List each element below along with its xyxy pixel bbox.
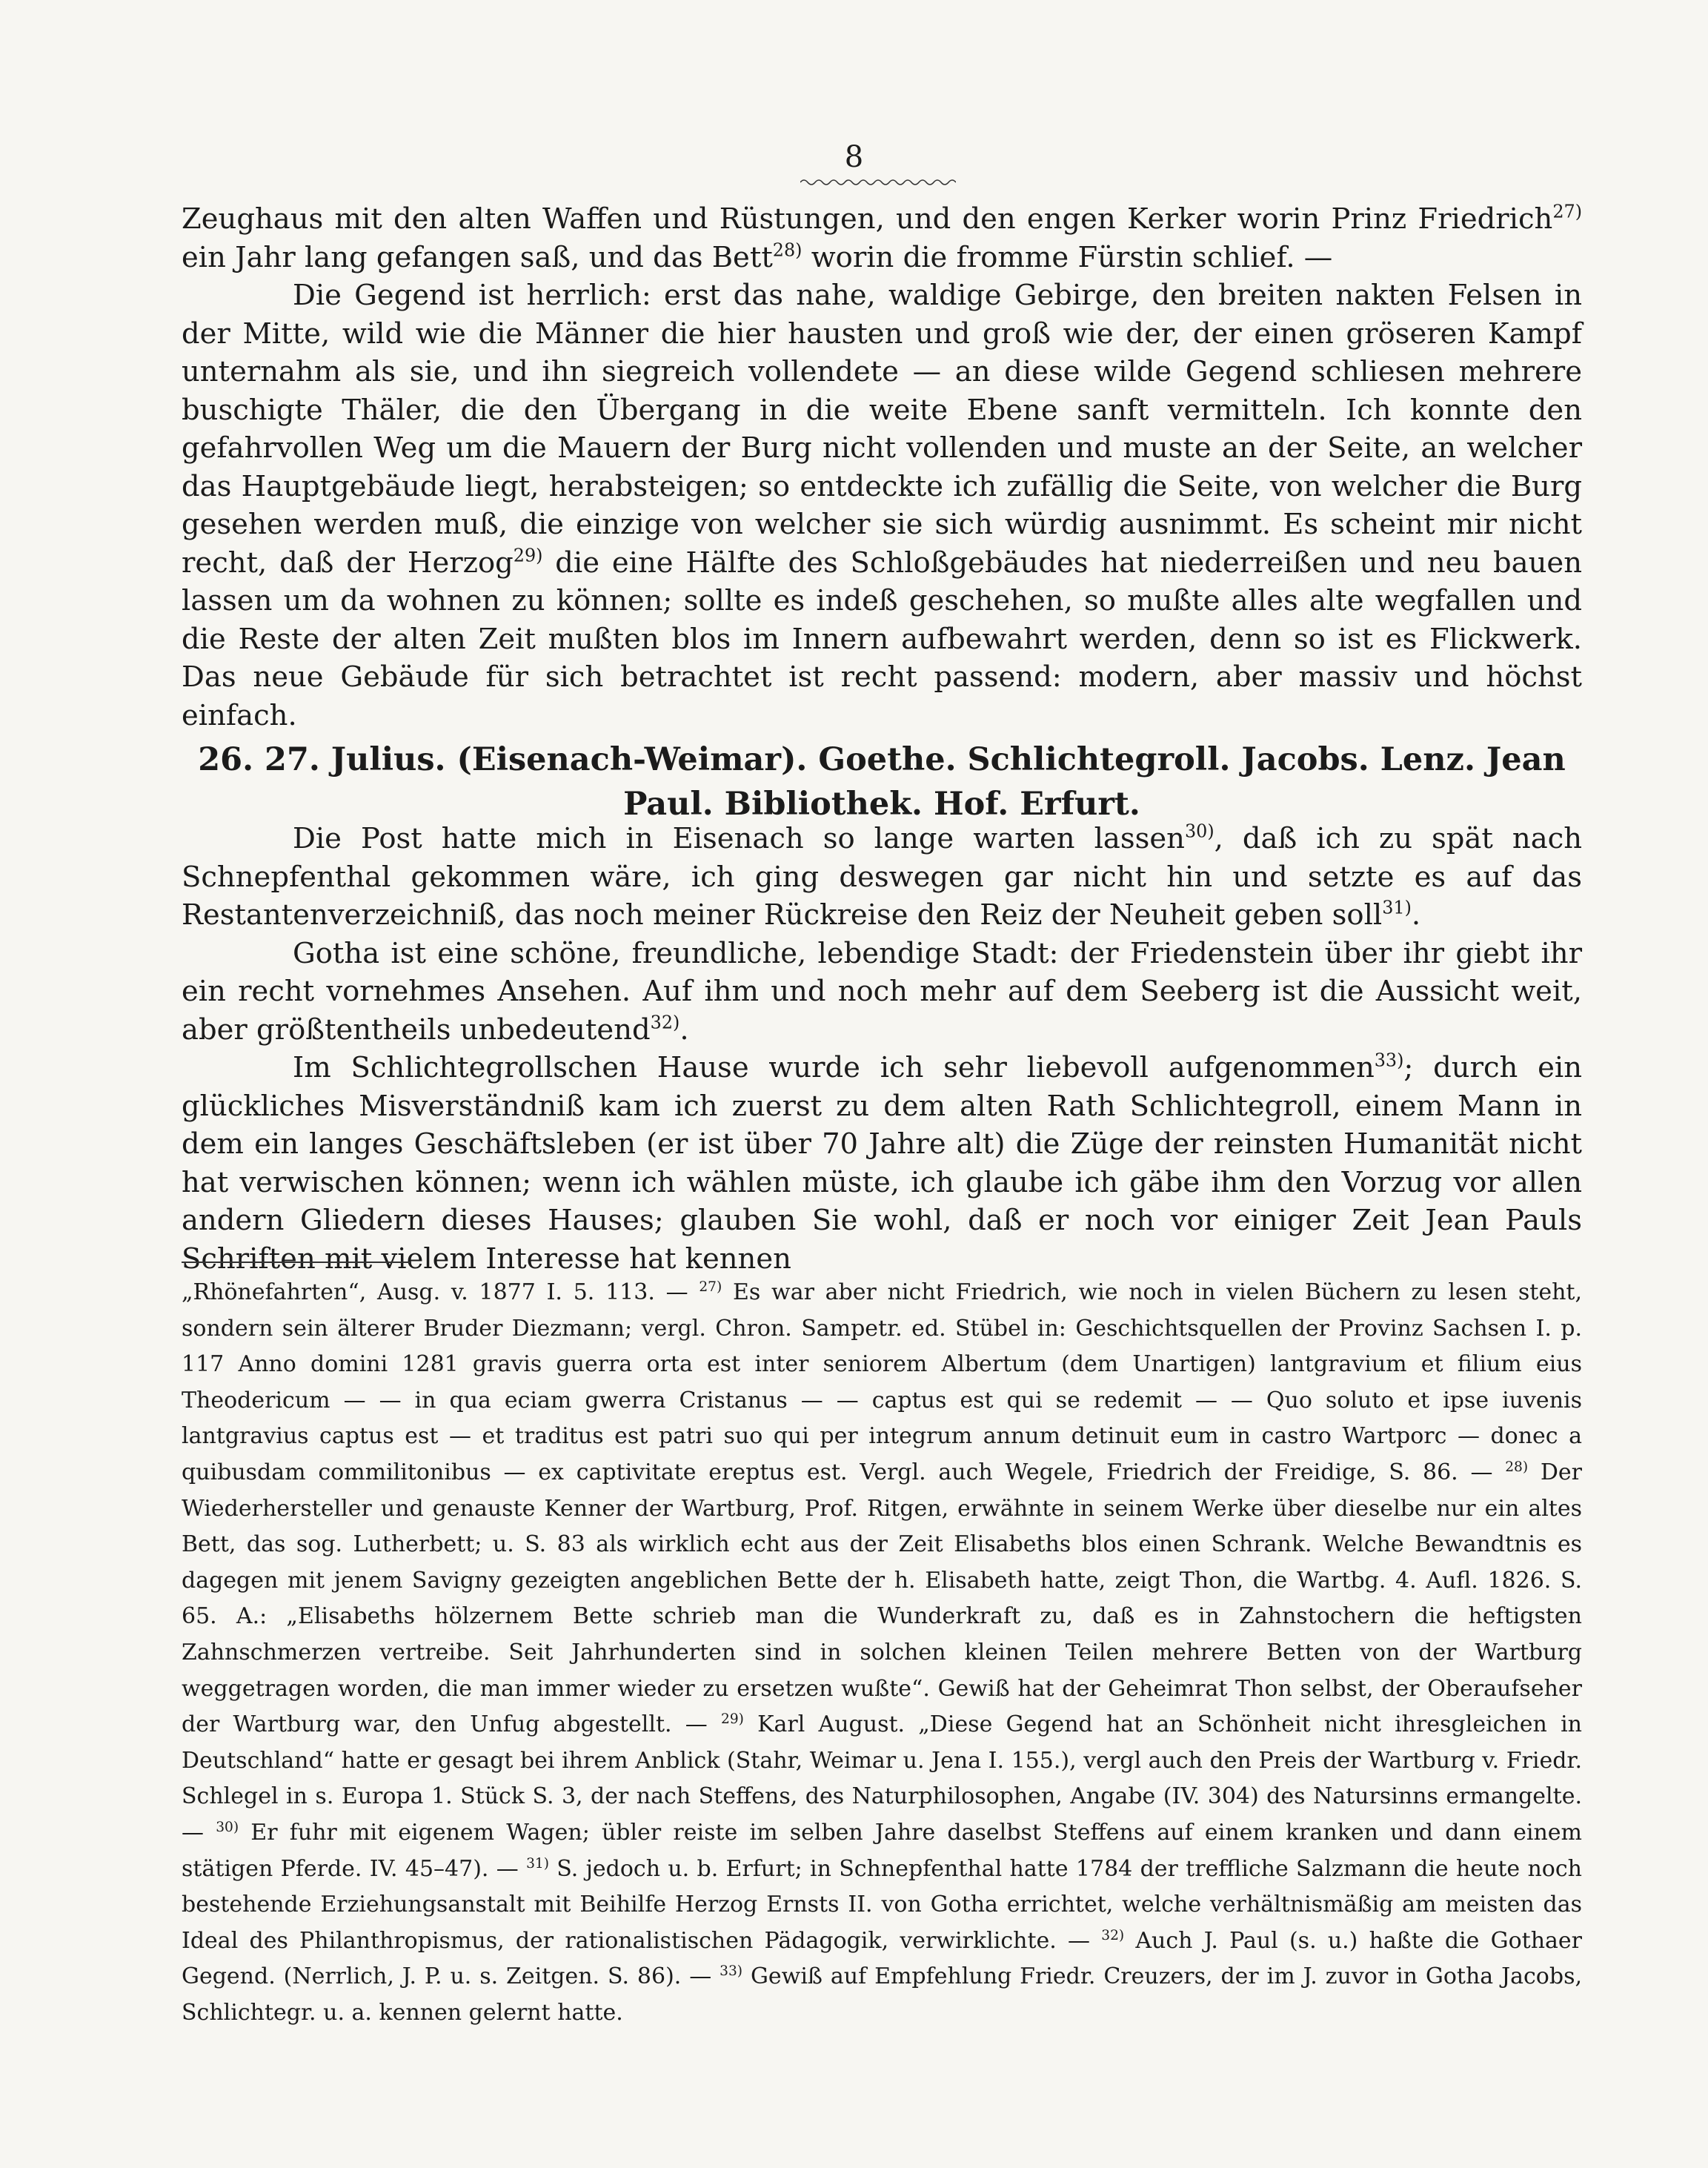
wavy-rule-ornament xyxy=(800,178,956,187)
footnote-marker: 27) xyxy=(1552,201,1582,222)
footnote-marker: 28) xyxy=(772,239,803,261)
paragraph: Im Schlichtegrollschen Hause wurde ich sehr liebevoll aufgenommen$^{33)}$; durch ein glückliches Misverständniß kam ich zuerst zu dem alten Rath Schlichtegroll, einem Mann in dem ein langes Geschäftsleben (er ist über 70 Jahre alt) die Züge der reinsten Humanität nicht hat verwischen können; wenn ich wählen müste, ich glaube ich gäbe ihm den Vorzug vor allen andern Gliedern dieses Hauses; glauben Sie wohl, daß er noch vor einiger Zeit Jean Pauls Schriften mit vielem Interesse hat kennen xyxy=(182,1050,1582,1276)
footnotes: „Rhönefahrten“, Ausg. v. 1877 I. 5. 113. — $^{27)}$ Es war aber nicht Friedrich, wie noch in vielen Büchern zu lesen steht, sondern sein älterer Bruder Diezmann; vergl. Chron. Sampetr. ed. Stübel in: Geschichtsquellen der Provinz Sachsen I. p. 117 Anno domini 1281 gravis guerra orta est inter seniorem Albertum (dem Unartigen) lantgravium et filium eius Theodericum — — in qua eciam gwerra Cristanus — — captus est qui se redemit — — Quo soluto et ipse iuvenis lantgravius captus est — et traditus est patri suo qui per integrum annum detinuit eum in castro Wartporc — donec a quibusdam commilitonibus — ex captivitate ereptus est. Vergl. auch Wegele, Friedrich der Freidige, S. 86. — $^{28)}$ Der Wiederhersteller und genauste Kenner der Wartburg, Prof. Ritgen, erwähnte in seinem Werke über dieselbe nur ein altes Bett, das sog. Lutherbett; u. S. 83 als wirklich echt aus der Zeit Elisabeths blos einen Schrank. Welche Bewandtnis es dagegen mit jenem Savigny gezeigten angeblichen Bette der h. Elisabeth hatte, zeigt Thon, die Wartbg. 4. Aufl. 1826. S. 65. A.: „Elisabeths hölzernem Bette schrieb man die Wunderkraft zu, daß es in Zahnstochern die heftigsten Zahnschmerzen vertreibe. Seit Jahrhunderten sind in solchen kleinen Teilen mehrere Betten von der Wartburg weggetragen worden, die man immer wieder zu ersetzen wußte“. Gewiß hat der Geheimrat Thon selbst, der Oberaufseher der Wartburg war, den Unfug abgestellt. — $^{29)}$ Karl August. „Diese Gegend hat an Schönheit nicht ihresgleichen in Deutschland“ hatte er gesagt bei ihrem Anblick (Stahr, Weimar u. Jena I. 155.), vergl auch den Preis der Wartburg v. Friedr. Schlegel in s. Europa 1. Stück S. 3, der nach Steffens, des Naturphilosophen, Angabe (IV. 304) des Natursinns ermangelte. — $^{30)}$ Er fuhr mit eigenem Wagen; übler reiste im selben Jahre daselbst Steffens auf einem kranken und dann einem stätigen Pferde. IV. 45–47). — $^{31)}$ S. jedoch u. b. Erfurt; in Schnepfenthal hatte 1784 der treffliche Salzmann die heute noch bestehende Erziehungsanstalt mit Beihilfe Herzog Ernsts II. von Gotha errichtet, welche verhältnismäßig am meisten das Ideal des Philanthropismus, der rationalistischen Pädagogik, verwirklichte. — $^{32)}$ Auch J. Paul (s. u.) haßte die Gothaer Gegend. (Nerrlich, J. P. u. s. Zeitgen. S. 86). — $^{33)}$ Gewiß auf Empfehlung Friedr. Creuzers, der im J. zuvor in Gotha Jacobs, Schlichtegr. u. a. kennen gelernt hatte. xyxy=(182,1279,1583,2026)
paragraph: Die Gegend ist herrlich: erst das nahe, waldige Gebirge, den breiten nakten Felsen in der Mitte, wild wie die Männer die hier hausten und groß wie der, der einen gröseren Kampf unternahm als sie, und ihn siegreich vollendete — an diese wilde Gegend schliesen mehrere buschigte Thäler, die den Übergang in die weite Ebene sanft vermitteln. Ich konnte den gefahrvollen Weg um die Mauern der Burg nicht vollenden und muste an der Seite, an welcher das Hauptgebäude liegt, herabsteigen; so entdeckte ich zufällig die Seite, von welcher die Burg gesehen werden muß, die einzige von welcher sie sich würdig ausnimmt. Es scheint mir nicht recht, daß der Herzog$^{29)}$ die eine Hälfte des Schloßgebäudes hat niederreißen und neu bauen lassen um da wohnen zu können; sollte es indeß geschehen, so mußte alles alte wegfallen und die Reste der alten Zeit mußten blos im Innern aufbewahrt werden, denn so ist es Flickwerk. Das neue Gebäude für sich betrachtet ist recht passend: modern, aber massiv und höchst einfach. xyxy=(182,279,1582,732)
paragraph: Die Post hatte mich in Eisenach so lange warten lassen$^{30)}$, daß ich zu spät nach Schnepfenthal gekommen wäre, ich ging deswegen gar nicht hin und setzte es auf das Restantenverzeichniß, das noch meiner Rückreise den Reiz der Neuheit geben soll$^{31)}$. xyxy=(182,821,1582,932)
footnote-marker: 29) xyxy=(513,545,543,566)
footnote-separator xyxy=(182,1262,411,1263)
footnote-marker: 29) xyxy=(721,1711,744,1727)
footnote-marker: 31) xyxy=(1382,897,1412,918)
footnote-marker: 30) xyxy=(216,1819,239,1835)
footnote-marker: 33) xyxy=(720,1963,743,1980)
section-heading: 26. 27. Julius. (Eisenach-Weimar). Goethe. Schlichtegroll. Jacobs. Lenz. Jean Paul. Bibliothek. Hof. Erfurt. xyxy=(198,741,1566,823)
footnote-marker: 30) xyxy=(1184,821,1214,842)
footnote-marker: 27) xyxy=(699,1279,722,1295)
paragraph: Gotha ist eine schöne, freundliche, lebendige Stadt: der Friedenstein über ihr giebt ihr ein recht vornehmes Ansehen. Auf ihm und noch mehr auf dem Seeberg ist die Aussicht weit, aber größtentheils unbedeutend$^{32)}$. xyxy=(182,936,1582,1047)
footnote-marker: 32) xyxy=(1101,1927,1125,1943)
footnote-marker: 32) xyxy=(650,1012,680,1033)
paragraph: Zeughaus mit den alten Waffen und Rüstungen, und den engen Kerker worin Prinz Friedrich$^{27)}$ ein Jahr lang gefangen saß, und das Bett$^{28)}$ worin die fromme Fürstin schlief. — xyxy=(182,201,1582,274)
footnote-marker: 31) xyxy=(526,1855,549,1872)
page-number: 8 xyxy=(844,140,864,174)
body-text-main xyxy=(182,820,1582,1278)
footnote-marker: 33) xyxy=(1374,1050,1404,1071)
footnote-marker: 28) xyxy=(1505,1459,1529,1475)
body-text-top xyxy=(182,200,1582,735)
